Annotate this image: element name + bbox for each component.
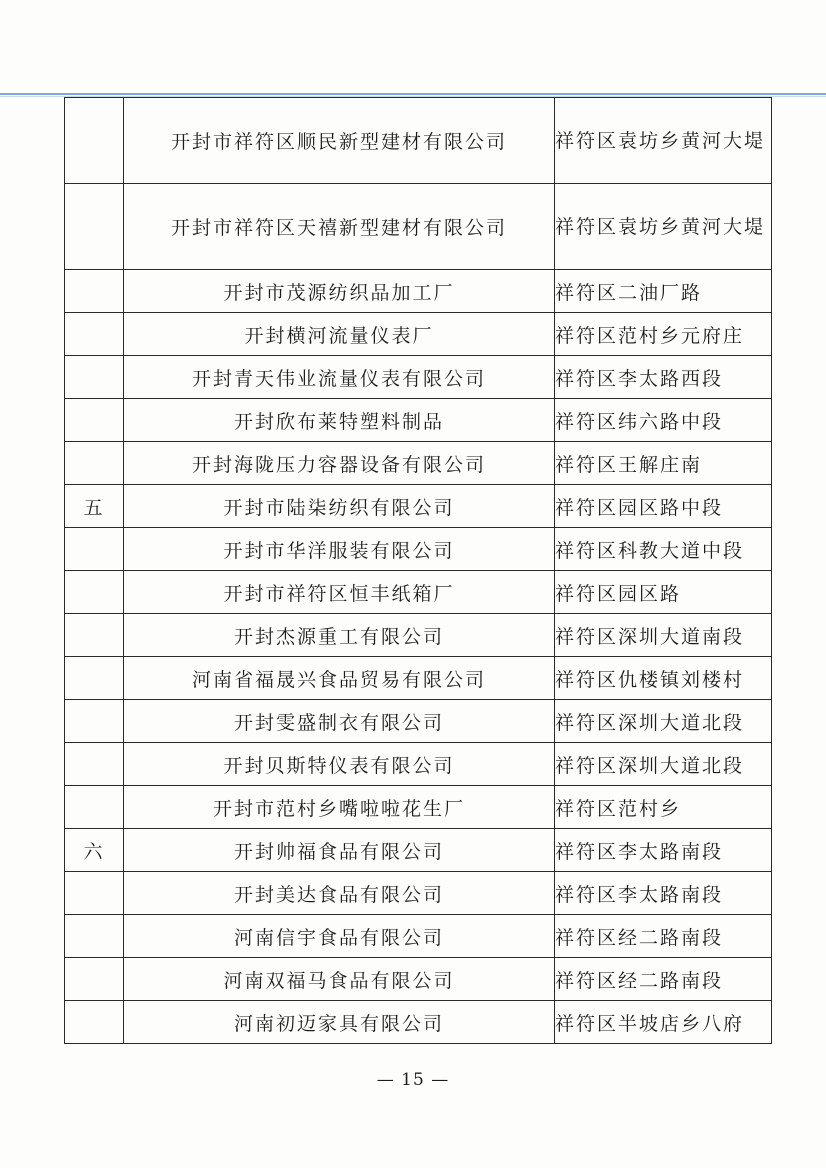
company-name-cell: 开封市祥符区天禧新型建材有限公司 (124, 184, 555, 270)
table-row (65, 399, 772, 442)
group-number-cell (65, 313, 124, 356)
address-cell: 祥符区李太路南段 (555, 829, 772, 872)
group-number-cell (65, 571, 124, 614)
group-number-cell (65, 399, 124, 442)
table-row (65, 528, 772, 571)
company-name-cell: 河南双福马食品有限公司 (124, 958, 555, 1001)
company-name-cell: 开封横河流量仪表厂 (124, 313, 555, 356)
group-number-cell (65, 356, 124, 399)
group-number-cell (65, 743, 124, 786)
table-row (65, 184, 772, 270)
company-name-cell: 开封欣布莱特塑料制品 (124, 399, 555, 442)
address-cell: 祥符区李太路西段 (555, 356, 772, 399)
page-number: — 15 — (376, 1070, 450, 1090)
group-number-cell (65, 915, 124, 958)
group-number-cell (65, 528, 124, 571)
group-number-cell (65, 442, 124, 485)
address-cell: 祥符区李太路南段 (555, 872, 772, 915)
table-row (65, 313, 772, 356)
group-number-cell (65, 786, 124, 829)
table-row (65, 872, 772, 915)
company-name-cell: 河南信宇食品有限公司 (124, 915, 555, 958)
company-name-cell: 开封帅福食品有限公司 (124, 829, 555, 872)
address-cell: 祥符区袁坊乡黄河大堤 (555, 184, 772, 270)
company-name-cell: 开封市祥符区恒丰纸箱厂 (124, 571, 555, 614)
table-row (65, 829, 772, 872)
group-number-cell (65, 614, 124, 657)
address-cell: 祥符区袁坊乡黄河大堤 (555, 98, 772, 184)
group-number-cell (65, 184, 124, 270)
table-row (65, 614, 772, 657)
table-row (65, 786, 772, 829)
address-cell: 祥符区二油厂路 (555, 270, 772, 313)
table-row (65, 270, 772, 313)
table-row (65, 915, 772, 958)
company-name-cell: 河南初迈家具有限公司 (124, 1001, 555, 1044)
address-cell: 祥符区仇楼镇刘楼村 (555, 657, 772, 700)
company-name-cell: 河南省福晟兴食品贸易有限公司 (124, 657, 555, 700)
group-number-cell (65, 872, 124, 915)
address-cell: 祥符区范村乡 (555, 786, 772, 829)
address-cell: 祥符区深圳大道北段 (555, 700, 772, 743)
company-name-cell: 开封杰源重工有限公司 (124, 614, 555, 657)
group-number-cell (65, 657, 124, 700)
group-number-cell (65, 700, 124, 743)
address-cell: 祥符区半坡店乡八府 (555, 1001, 772, 1044)
table-row (65, 356, 772, 399)
address-cell: 祥符区园区路 (555, 571, 772, 614)
address-cell: 祥符区深圳大道北段 (555, 743, 772, 786)
table-row (65, 485, 772, 528)
company-name-cell: 开封海陇压力容器设备有限公司 (124, 442, 555, 485)
company-name-cell: 开封市华洋服装有限公司 (124, 528, 555, 571)
address-cell: 祥符区深圳大道南段 (555, 614, 772, 657)
group-number-cell: 五 (65, 485, 124, 528)
table-row (65, 442, 772, 485)
table-row (65, 743, 772, 786)
table-row (65, 98, 772, 184)
table-row (65, 958, 772, 1001)
company-name-cell: 开封贝斯特仪表有限公司 (124, 743, 555, 786)
table-row (65, 1001, 772, 1044)
company-name-cell: 开封市陆柒纺织有限公司 (124, 485, 555, 528)
company-name-cell: 开封市茂源纺织品加工厂 (124, 270, 555, 313)
company-address-table (64, 97, 772, 1044)
address-cell: 祥符区范村乡元府庄 (555, 313, 772, 356)
address-cell: 祥符区经二路南段 (555, 915, 772, 958)
table-row (65, 700, 772, 743)
group-number-cell: 六 (65, 829, 124, 872)
group-number-cell (65, 270, 124, 313)
group-number-cell (65, 958, 124, 1001)
company-name-cell: 开封青天伟业流量仪表有限公司 (124, 356, 555, 399)
address-cell: 祥符区经二路南段 (555, 958, 772, 1001)
group-number-cell (65, 1001, 124, 1044)
company-name-cell: 开封市范村乡嘴啦啦花生厂 (124, 786, 555, 829)
company-name-cell: 开封雯盛制衣有限公司 (124, 700, 555, 743)
scan-edge-line (0, 93, 826, 95)
address-cell: 祥符区纬六路中段 (555, 399, 772, 442)
address-cell: 祥符区园区路中段 (555, 485, 772, 528)
company-name-cell: 开封美达食品有限公司 (124, 872, 555, 915)
company-name-cell: 开封市祥符区顺民新型建材有限公司 (124, 98, 555, 184)
table-row (65, 571, 772, 614)
address-cell: 祥符区王解庄南 (555, 442, 772, 485)
address-cell: 祥符区科教大道中段 (555, 528, 772, 571)
table-row (65, 657, 772, 700)
group-number-cell (65, 98, 124, 184)
